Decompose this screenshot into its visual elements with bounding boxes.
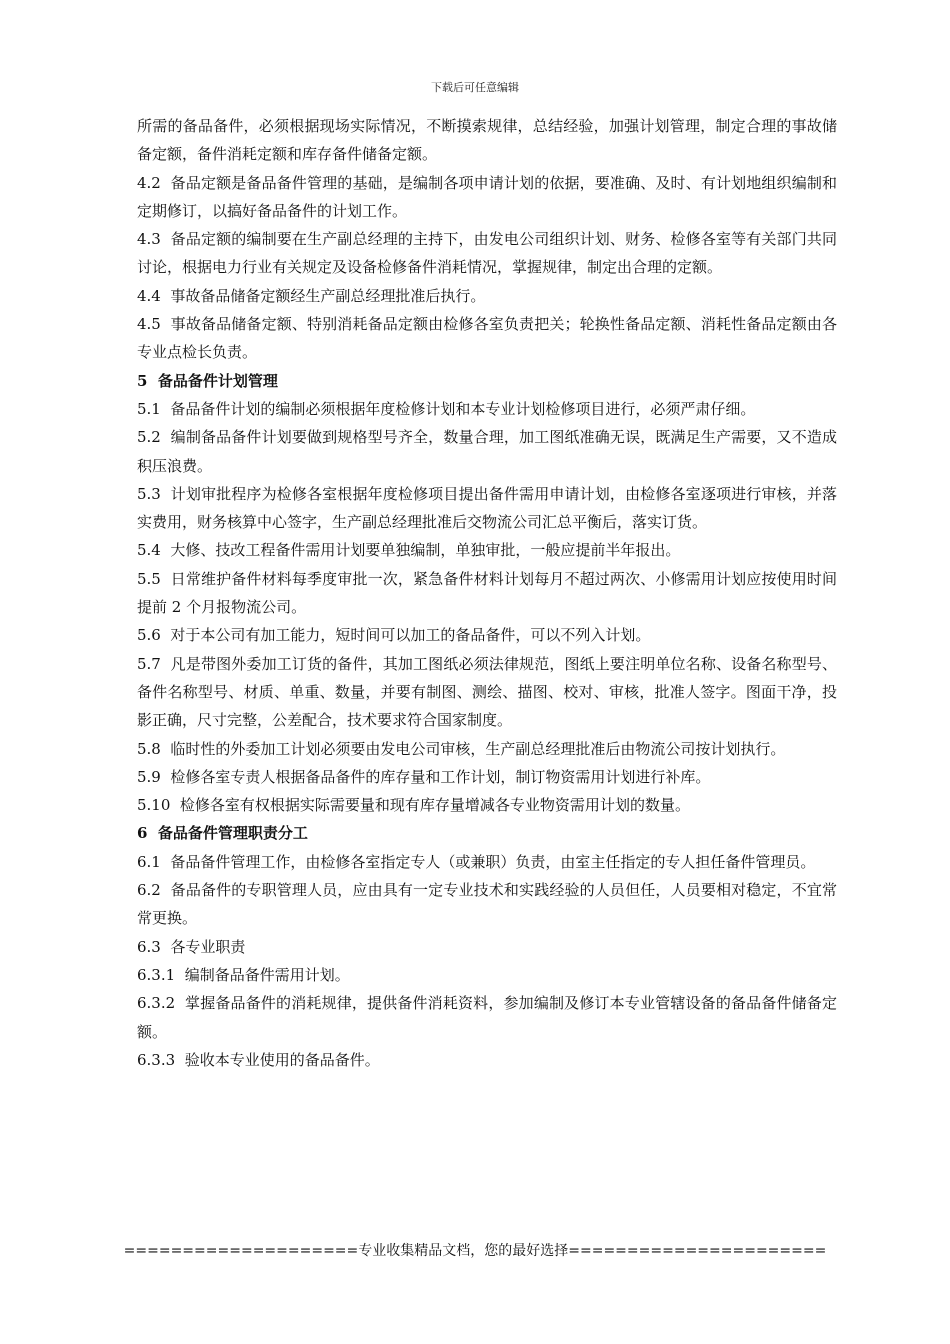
paragraph: 4.3 备品定额的编制要在生产副总经理的主持下，由发电公司组织计划、财务、检修各室等有关部门共同讨论，根据电力行业有关规定及设备检修备件消耗情况，掌握规律，制定出合理的定额。 [137,230,837,277]
paragraph: 所需的备品备件，必须根据现场实际情况，不断摸索规律，总结经验，加强计划管理，制定合理的事故储备定额，备件消耗定额和库存备件储备定额。 [137,117,837,164]
paragraph: 4.5 事故备品储备定额、特别消耗备品定额由检修各室负责把关；轮换性备品定额、消耗性备品定额由各专业点检长负责。 [137,315,837,362]
section-heading: 6 备品备件管理职责分工 [137,824,308,843]
paragraph: 5.5 日常维护备件材料每季度审批一次，紧急备件材料计划每月不超过两次、小修需用计划应按使用时间提前 2 个月报物流公司。 [137,569,837,617]
paragraph: 4.4 事故备品储备定额经生产副总经理批准后执行。 [137,286,486,305]
paragraph: 5.6 对于本公司有加工能力，短时间可以加工的备品备件，可以不列入计划。 [137,626,651,645]
paragraph: 5.1 备品备件计划的编制必须根据年度检修计划和本专业计划检修项目进行，必须严肃仔细。 [137,399,756,418]
paragraph: 5.10 检修各室有权根据实际需要量和现有库存量增减各专业物资需用计划的数量。 [137,796,690,815]
paragraph: 5.3 计划审批程序为检修各室根据年度检修项目提出备件需用申请计划，由检修各室逐项进行审核，并落实费用，财务核算中心签字，生产副总经理批准后交物流公司汇总平衡后，落实订货。 [137,484,837,532]
paragraph: 5.8 临时性的外委加工计划必须要由发电公司审核，生产副总经理批准后由物流公司按计划执行。 [137,739,786,758]
paragraph: 6.1 备品备件管理工作，由检修各室指定专人（或兼职）负责，由室主任指定的专人担任备件管理员。 [137,852,816,871]
paragraph: 4.2 备品定额是备品备件管理的基础，是编制各项申请计划的依据，要准确、及时、有计划地组织编制和定期修订，以搞好备品备件的计划工作。 [137,173,837,220]
paragraph: 5.9 检修各室专责人根据备品备件的库存量和工作计划，制订物资需用计划进行补库。 [137,767,711,786]
paragraph: 6.3 各专业职责 [137,937,246,956]
paragraph: 6.3.3 验收本专业使用的备品备件。 [137,1050,380,1069]
paragraph: 5.4 大修、技改工程备件需用计划要单独编制，单独审批，一般应提前半年报出。 [137,541,681,560]
paragraph: 6.2 备品备件的专职管理人员，应由具有一定专业技术和实践经验的人员但任，人员要相对稳定，不宜常常更换。 [137,881,837,928]
paragraph: 6.3.2 掌握备品备件的消耗规律，提供备件消耗资料，参加编制及修订本专业管辖设备的备品备件储备定额。 [137,994,837,1041]
document-body [137,112,837,1074]
page-header: 下载后可任意编辑 [431,81,519,94]
paragraph: 5.2 编制备品备件计划要做到规格型号齐全，数量合理，加工图纸准确无误，既满足生产需要，又不造成积压浪费。 [137,428,837,475]
page-footer: ====================专业收集精品文档，您的最好选择====================== [123,1243,827,1259]
paragraph: 6.3.1 编制备品备件需用计划。 [137,965,350,984]
paragraph: 5.7 凡是带图外委加工订货的备件，其加工图纸必须法律规范，图纸上要注明单位名称、设备名称型号、备件名称型号、材质、单重、数量，并要有制图、测绘、描图、校对、审核，批准人签字。图面干净，投影正确，尺寸完整，公差配合，技术要求符合国家制度。 [137,654,837,730]
section-heading: 5 备品备件计划管理 [137,371,278,390]
